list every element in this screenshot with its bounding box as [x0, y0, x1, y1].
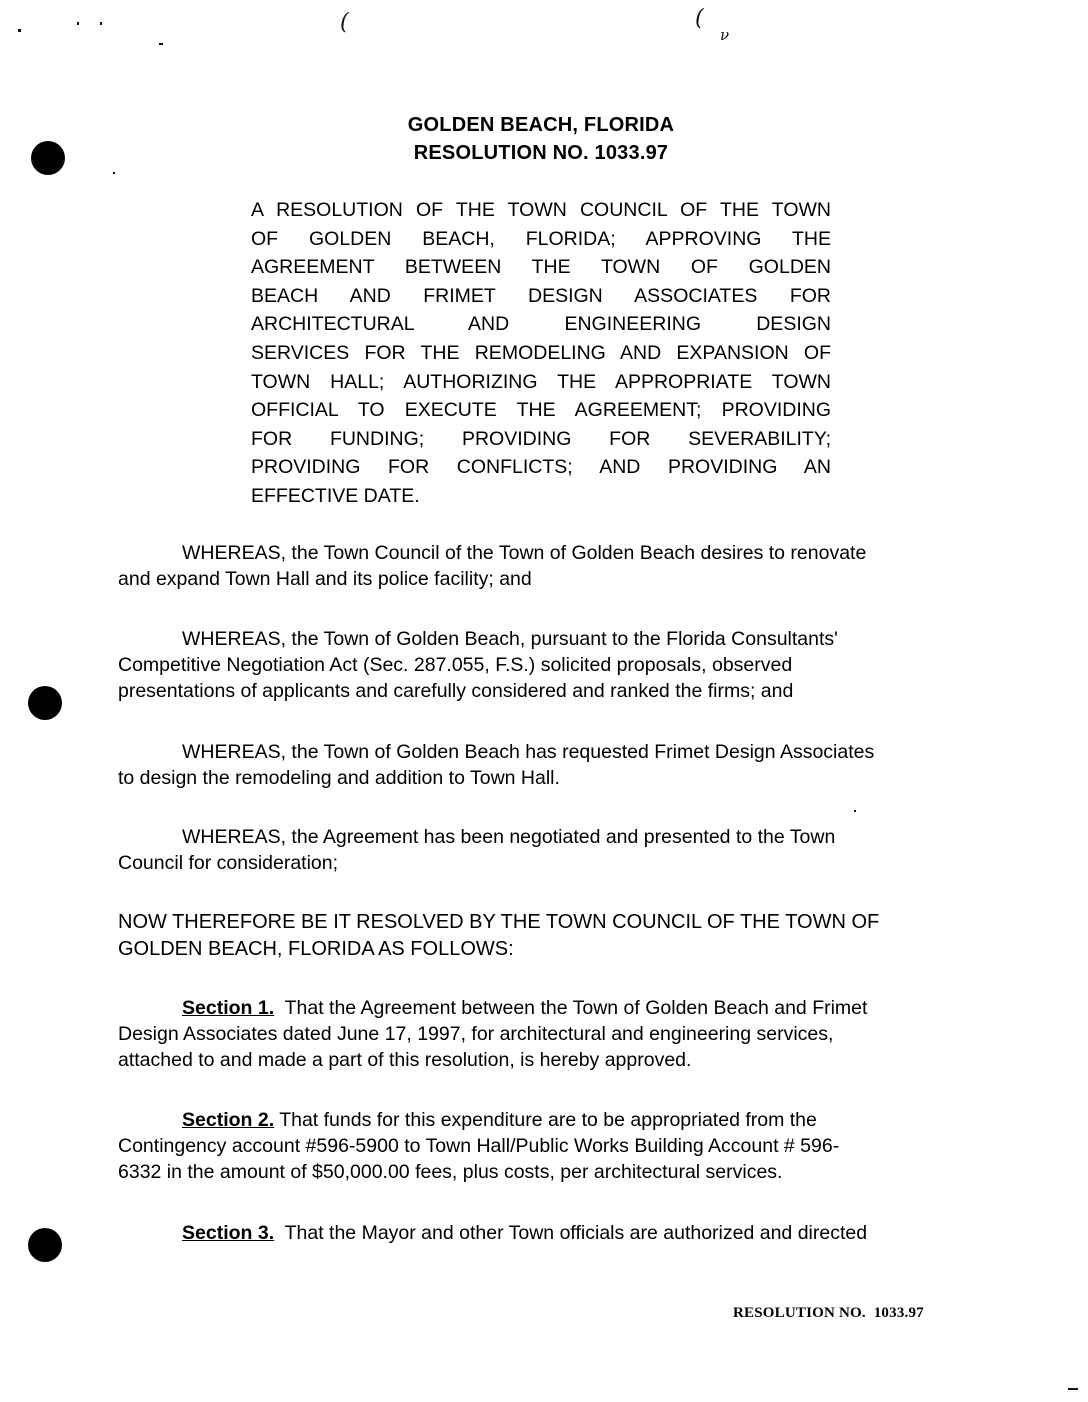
clause-line: presentations of applicants and carefully considered and ranked the firms; and — [118, 680, 794, 702]
footer-resolution-number: RESOLUTION NO. 1033.97 — [733, 1305, 924, 1321]
scan-speck — [113, 172, 115, 174]
scan-mark-right: ( — [695, 6, 704, 31]
clause-line: attached to and made a part of this resolution, is hereby approved. — [118, 1049, 692, 1071]
clause-line: 6332 in the amount of $50,000.00 fees, plus costs, per architectural services. — [118, 1161, 783, 1183]
scan-speck — [18, 29, 21, 32]
preamble-line: A RESOLUTION OF THE TOWN COUNCIL OF THE TOWN — [251, 199, 831, 221]
clause-line: and expand Town Hall and its police facility; and — [118, 568, 532, 590]
preamble-line: EFFECTIVE DATE. — [251, 484, 420, 507]
section-first-line — [118, 1220, 958, 1246]
clause-line: Competitive Negotiation Act (Sec. 287.055, F.S.) solicited proposals, observed — [118, 654, 793, 676]
clause-line: WHEREAS, the Town Council of the Town of Golden Beach desires to renovate — [182, 542, 867, 564]
scan-mark-tick: ν — [720, 26, 730, 44]
punch-hole-middle — [28, 686, 62, 720]
section-text: That funds for this expenditure are to be appropriated from the — [279, 1109, 817, 1131]
preamble-line: BEACH AND FRIMET DESIGN ASSOCIATES FOR — [251, 284, 831, 307]
preamble-line: TOWN HALL; AUTHORIZING THE APPROPRIATE TOWN — [251, 370, 831, 393]
clause-line: Contingency account #596-5900 to Town Hall/Public Works Building Account # 596- — [118, 1135, 840, 1157]
clause-line: Council for consideration; — [118, 852, 339, 874]
section-label: Section 3. — [182, 1222, 275, 1244]
scan-speck — [1068, 1388, 1078, 1390]
whereas-clause-2 — [118, 626, 958, 704]
clause-line: WHEREAS, the Town of Golden Beach has requested Frimet Design Associates — [182, 741, 875, 763]
preamble-line: AGREEMENT BETWEEN THE TOWN OF GOLDEN — [251, 256, 831, 279]
clause-line: WHEREAS, the Town of Golden Beach, pursuant to the Florida Consultants' — [182, 628, 838, 650]
preamble-line: FOR FUNDING; PROVIDING FOR SEVERABILITY; — [251, 427, 831, 450]
punch-hole-top — [31, 141, 65, 175]
scan-speck — [100, 22, 102, 25]
scan-mark-left: ( — [340, 10, 349, 35]
preamble-line: ARCHITECTURAL AND ENGINEERING DESIGN — [251, 313, 831, 336]
preamble-line: OFFICIAL TO EXECUTE THE AGREEMENT; PROVIDING — [251, 399, 831, 422]
scan-speck — [77, 22, 79, 25]
section-1 — [118, 995, 958, 1073]
punch-hole-bottom — [28, 1228, 62, 1262]
section-first-line — [118, 995, 958, 1021]
clause-line: Design Associates dated June 17, 1997, for architectural and engineering services, — [118, 1023, 834, 1045]
resolution-preamble — [251, 196, 831, 511]
resolved-clause — [118, 909, 958, 963]
section-label: Section 2. — [182, 1109, 275, 1131]
whereas-clause-3 — [118, 739, 958, 791]
section-label: Section 1. — [182, 997, 275, 1019]
preamble-line: SERVICES FOR THE REMODELING AND EXPANSION OF — [251, 341, 831, 364]
resolution-number: RESOLUTION NO. 1033.97 — [413, 142, 669, 164]
clause-line: WHEREAS, the Agreement has been negotiated and presented to the Town — [182, 826, 836, 848]
section-first-line — [118, 1107, 958, 1133]
whereas-clause-1 — [118, 540, 958, 592]
section-text: That the Mayor and other Town officials are authorized and directed — [284, 1222, 868, 1244]
clause-line: to design the remodeling and addition to Town Hall. — [118, 767, 560, 789]
section-text: That the Agreement between the Town of Golden Beach and Frimet — [284, 997, 868, 1019]
clause-line: NOW THEREFORE BE IT RESOLVED BY THE TOWN COUNCIL OF THE TOWN OF — [118, 911, 880, 933]
preamble-line: PROVIDING FOR CONFLICTS; AND PROVIDING AN — [251, 456, 831, 479]
clause-line: GOLDEN BEACH, FLORIDA AS FOLLOWS: — [118, 938, 514, 960]
scan-speck — [854, 810, 856, 812]
document-title: GOLDEN BEACH, FLORIDA — [407, 114, 675, 136]
scan-speck — [159, 43, 163, 45]
preamble-line: OF GOLDEN BEACH, FLORIDA; APPROVING THE — [251, 227, 831, 250]
section-3 — [118, 1220, 958, 1246]
section-2 — [118, 1107, 958, 1185]
whereas-clause-4 — [118, 824, 958, 876]
